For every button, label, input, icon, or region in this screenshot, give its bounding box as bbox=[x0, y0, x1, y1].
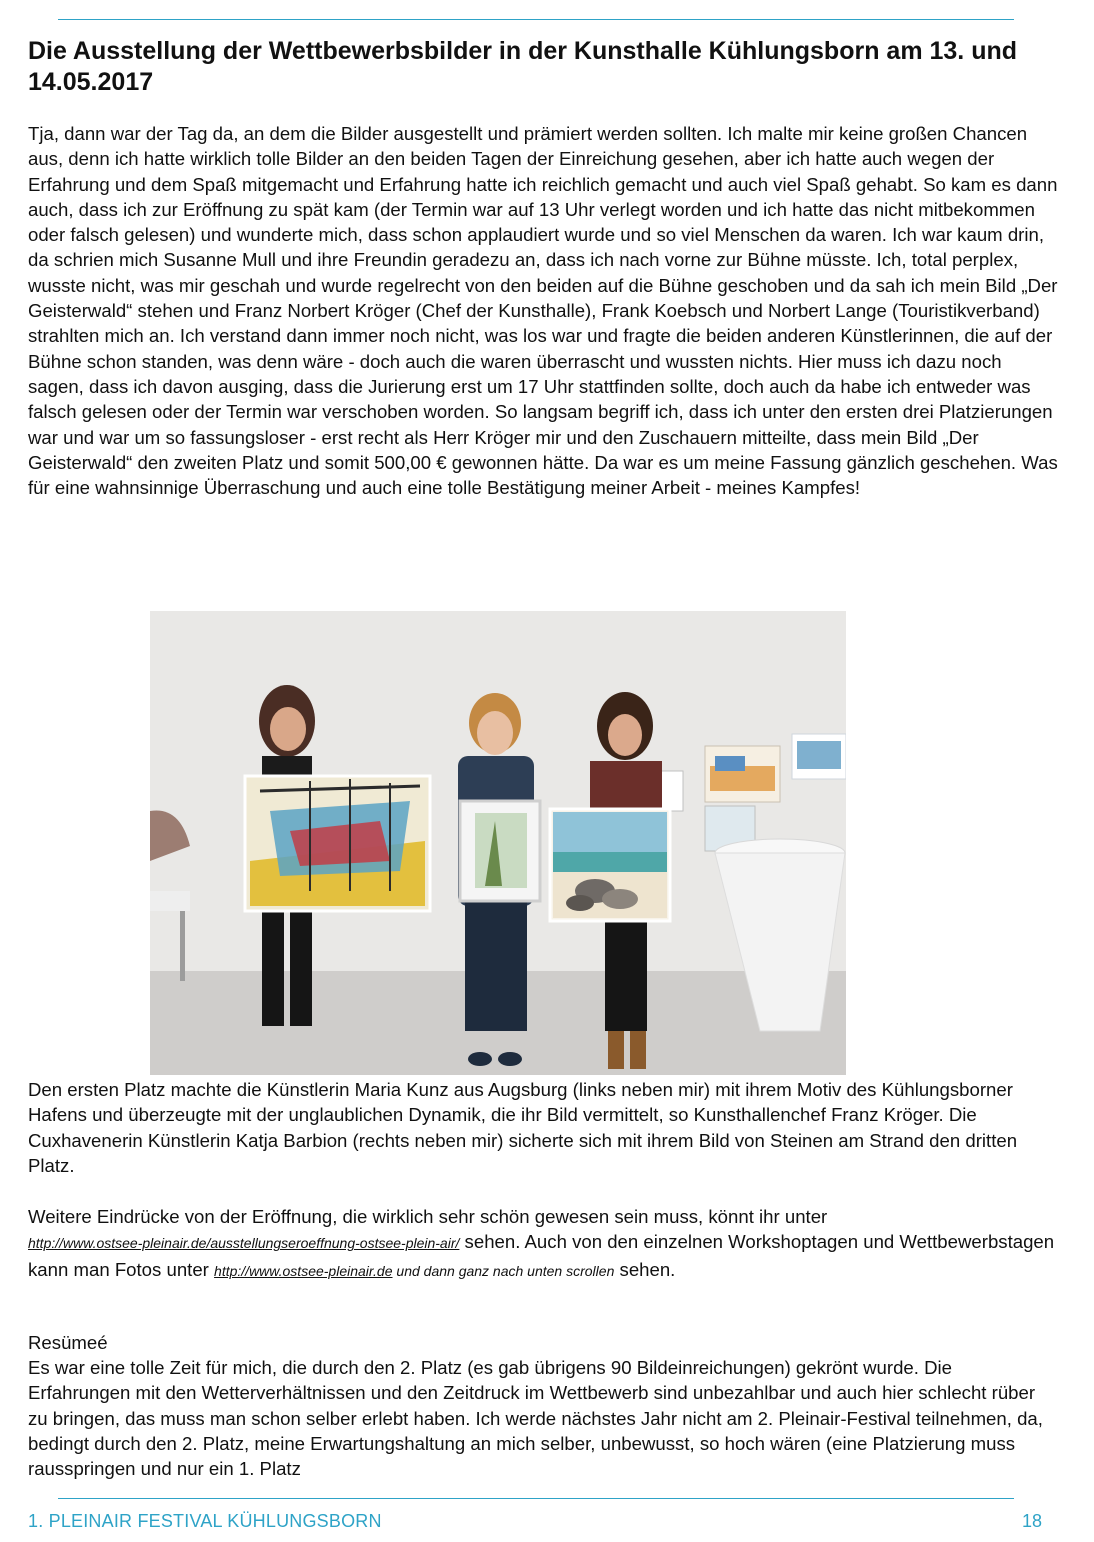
footer-rule bbox=[58, 1498, 1014, 1499]
scroll-note: und dann ganz nach unten scrollen bbox=[392, 1262, 615, 1279]
page-title: Die Ausstellung der Wettbewerbsbilder in der Kunsthalle Kühlungsborn am 13. und 14.05.2017 bbox=[28, 37, 1018, 96]
footer-label: 1. PLEINAIR FESTIVAL KÜHLUNGSBORN bbox=[28, 1511, 382, 1531]
pleinair-link[interactable]: http://www.ostsee-pleinair.de bbox=[214, 1262, 393, 1279]
award-photo bbox=[150, 611, 846, 1075]
links-intro: Weitere Eindrücke von der Eröffnung, die wirklich sehr schön gewesen sein muss, könnt ihr unter bbox=[28, 1206, 828, 1227]
links-paragraph bbox=[28, 1204, 1058, 1284]
links-middle: sehen. Auch von den einzelnen Workshoptagen und Wettbewerbstagen kann man Fotos unter bbox=[28, 1231, 1055, 1280]
intro-paragraph: Tja, dann war der Tag da, an dem die Bilder ausgestellt und prämiert werden sollten. Ich malte mir keine großen Chancen aus, denn ich hatte wirklich tolle Bilder an den beiden Tagen der Einreichung gesehen, aber ich hatte auch wegen der Erfahrung und dem Spaß mitgemacht und Erfahrung hatte ich reichlich gemacht und auch viel Spaß gehabt. So kam es dann auch, dass ich zur Eröffnung zu spät kam (der Termin war auf 13 Uhr verlegt worden und ich hatte das nicht mitbekommen oder falsch gelesen) und wunderte mich, dass schon applaudiert wurde und so viel Menschen da waren. Ich war kaum drin, da schrien mich Susanne Mull und ihre Freundin geradezu an, dass ich nach vorne zur Bühne müsste. Ich, total perplex, wusste nicht, was mir geschah und wurde regelrecht von den beiden auf die Bühne geschoben und da sah ich mein Bild „Der Geisterwald“ stehen und Franz Norbert Kröger (Chef der Kunsthalle), Frank Koebsch und Norbert Lange (Touristikverband) strahlten mich an. Ich verstand dann immer noch nicht, was los war und fragte die beiden anderen Künstlerinnen, die auf der Bühne schon standen, was denn wäre - doch auch die waren überrascht und wussten nichts. Hier muss ich dazu noch sagen, dass ich davon ausging, dass die Jurierung erst um 17 Uhr stattfinden sollte, doch auch da habe ich entweder was falsch gelesen oder der Termin war verschoben worden. So langsam begriff ich, dass ich unter den ersten drei Platzierungen war und war um so fassungsloser - erst recht als Herr Kröger mir und den Zuschauern mitteilte, dass mein Bild „Der Geisterwald“ den zweiten Platz und somit 500,00 € gewonnen hätte. Da war es um meine Fassung gänzlich geschehen. Was für eine wahnsinnige Überraschung und auch eine tolle Bestätigung meiner Arbeit - meines Kampfes! bbox=[28, 123, 1058, 499]
page-number: 18 bbox=[1021, 1511, 1042, 1531]
resume-paragraph: Es war eine tolle Zeit für mich, die durch den 2. Platz (es gab übrigens 90 Bildeinreichungen) gekrönt wurde. Die Erfahrungen mit den Wetterverhältnissen und den Zeitdruck im Wettbewerb sind unbezahlbar und auch hier schlecht rüber zu bringen, das muss man schon selber erlebt haben. Ich werde nächstes Jahr nicht am 2. Pleinair-Festival teilnehmen, da, bedingt durch den 2. Platz, meine Erwartungshaltung an mich selber, unbewusst, so hoch wären (eine Platzierung muss rausspringen und nur ein 1. Platz bbox=[28, 1357, 1043, 1480]
photo-caption: Den ersten Platz machte die Künstlerin Maria Kunz aus Augsburg (links neben mir) mit ihrem Motiv des Kühlungsborner Hafens und überzeugte mit der unglaublichen Dynamik, die ihr Bild vermittelt, so Kunsthallenchef Franz Kröger. Die Cuxhavenerin Künstlerin Katja Barbion (rechts neben mir) sicherte sich mit ihrem Bild von Steinen am Strand den dritten Platz. bbox=[28, 1079, 1018, 1176]
header-rule bbox=[58, 19, 1014, 20]
exhibition-link[interactable]: http://www.ostsee-pleinair.de/ausstellungseroeffnung-ostsee-plein-air/ bbox=[28, 1235, 460, 1252]
links-end: sehen. bbox=[614, 1258, 676, 1280]
resume-heading: Resümeé bbox=[28, 1332, 108, 1353]
